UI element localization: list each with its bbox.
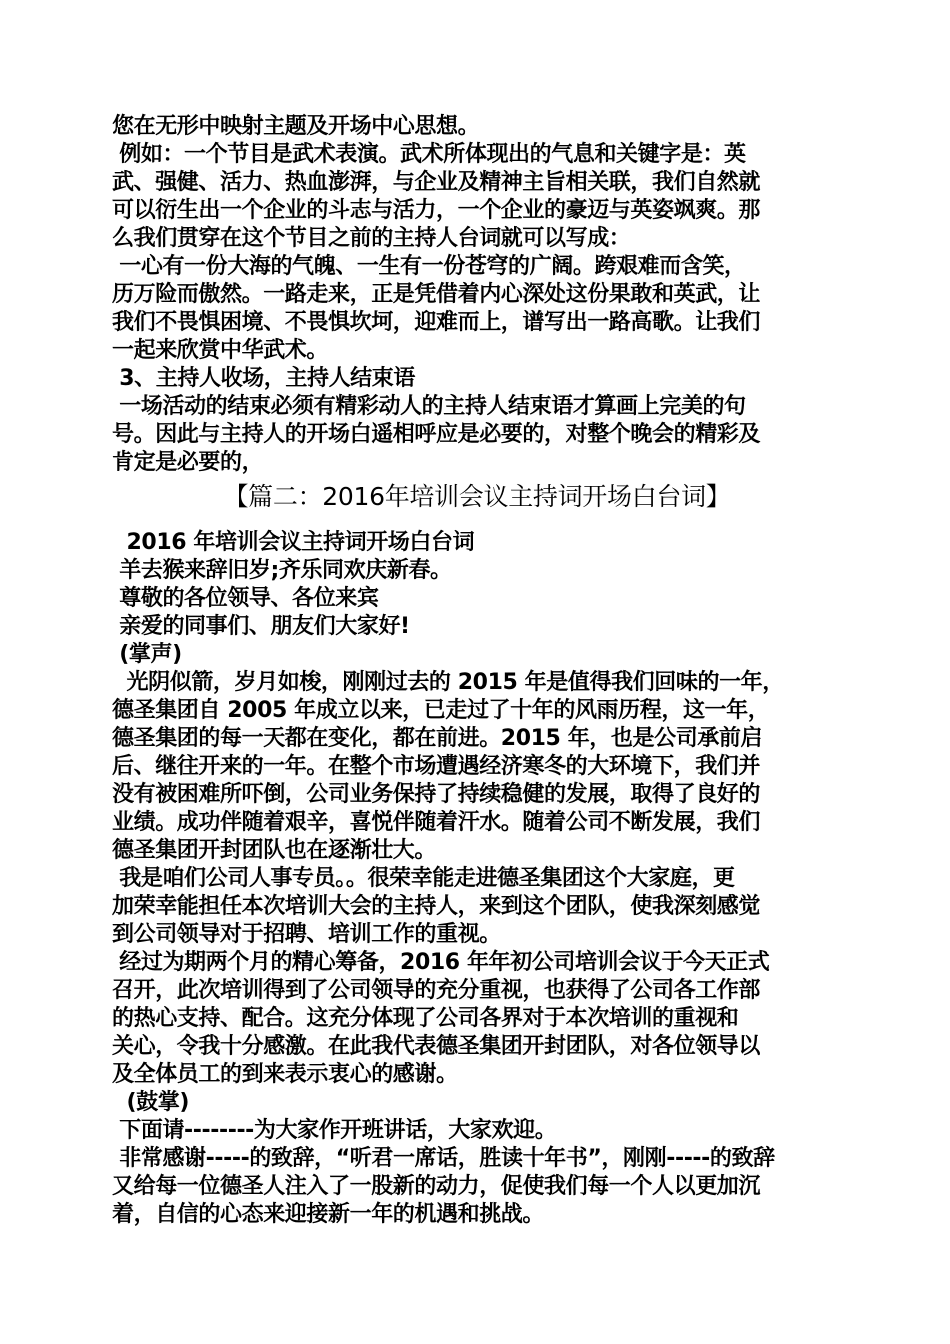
text-line: 一场活动的结束必须有精彩动人的主持人结束语才算画上完美的句 xyxy=(112,394,746,419)
text-line: 没有被困难所吓倒，公司业务保持了持续稳健的发展，取得了良好的 xyxy=(112,782,761,807)
text-line: 可以衍生出一个企业的斗志与活力，一个企业的豪迈与英姿飒爽。那 xyxy=(112,198,761,223)
text-line: 2016 年培训会议主持词开场白台词 xyxy=(112,530,475,555)
text-line: 下面请--------为大家作开班讲话，大家欢迎。 xyxy=(112,1118,557,1143)
text-line: 又给每一位德圣人注入了一股新的动力，促使我们每一个人以更加沉 xyxy=(112,1174,761,1199)
text-line: 3、主持人收场，主持人结束语 xyxy=(112,366,415,391)
text-line: 历万险而傲然。一路走来，正是凭借着内心深处这份果敢和英武，让 xyxy=(112,282,761,307)
section-heading: 【篇二：2016年培训会议主持词开场白台词】 xyxy=(223,482,731,511)
text-line: 关心，令我十分感激。在此我代表德圣集团开封团队，对各位领导以 xyxy=(112,1034,761,1059)
text-line: 光阴似箭，岁月如梭，刚刚过去的 2015 年是值得我们回味的一年， xyxy=(112,670,784,695)
text-line: 羊去猴来辞旧岁;齐乐同欢庆新春。 xyxy=(112,558,452,583)
text-line: 例如：一个节目是武术表演。武术所体现出的气息和关键字是：英 xyxy=(112,142,746,167)
text-line: 我们不畏惧困境、不畏惧坎坷，迎难而上，谱写出一路高歌。让我们 xyxy=(112,310,761,335)
text-line: 一起来欣赏中华武术。 xyxy=(112,338,329,363)
text-line: 及全体员工的到来表示衷心的感谢。 xyxy=(112,1062,458,1087)
text-line: 亲爱的同事们、朋友们大家好! xyxy=(112,614,410,639)
text-line: (鼓掌) xyxy=(112,1090,190,1115)
text-line: 么我们贯穿在这个节目之前的主持人台词就可以写成： xyxy=(112,226,631,251)
text-line: 号。因此与主持人的开场白遥相呼应是必要的，对整个晚会的精彩及 xyxy=(112,422,761,447)
text-line: 德圣集团的每一天都在变化，都在前进。2015 年，也是公司承前启 xyxy=(112,726,763,751)
text-line: 的热心支持、配合。这充分体现了公司各界对于本次培训的重视和 xyxy=(112,1006,739,1031)
text-line: 经过为期两个月的精心筹备，2016 年年初公司培训会议于今天正式 xyxy=(112,950,770,975)
text-line: 尊敬的各位领导、各位来宾 xyxy=(112,586,379,611)
text-line: 肯定是必要的， xyxy=(112,450,264,475)
text-line: 着，自信的心态来迎接新一年的机遇和挑战。 xyxy=(112,1202,545,1227)
text-line: 武、强健、活力、热血澎湃，与企业及精神主旨相关联，我们自然就 xyxy=(112,170,761,195)
text-line: 加荣幸能担任本次培训大会的主持人，来到这个团队，使我深刻感觉 xyxy=(112,894,761,919)
text-line: 德圣集团开封团队也在逐渐壮大。 xyxy=(112,838,437,863)
text-line: 后、继往开来的一年。在整个市场遭遇经济寒冬的大环境下，我们并 xyxy=(112,754,761,779)
text-line: 您在无形中映射主题及开场中心思想。 xyxy=(112,114,480,139)
text-line: 到公司领导对于招聘、培训工作的重视。 xyxy=(112,922,501,947)
document-page xyxy=(112,113,842,1229)
text-line: 我是咱们公司人事专员。。很荣幸能走进德圣集团这个大家庭，更 xyxy=(112,866,735,891)
text-line: 德圣集团自 2005 年成立以来，已走过了十年的风雨历程，这一年， xyxy=(112,698,770,723)
text-line: 一心有一份大海的气魄、一生有一份苍穹的广阔。跨艰难而含笑， xyxy=(112,254,746,279)
text-line: (掌声) xyxy=(112,642,182,667)
section-two xyxy=(112,529,842,1229)
text-line: 召开，此次培训得到了公司领导的充分重视，也获得了公司各工作部 xyxy=(112,978,761,1003)
text-line: 非常感谢-----的致辞，“听君一席话，胜读十年书”，刚刚-----的致辞 xyxy=(112,1146,775,1171)
text-line: 业绩。成功伴随着艰辛，喜悦伴随着汗水。随着公司不断发展，我们 xyxy=(112,810,761,835)
section-one xyxy=(112,113,842,477)
